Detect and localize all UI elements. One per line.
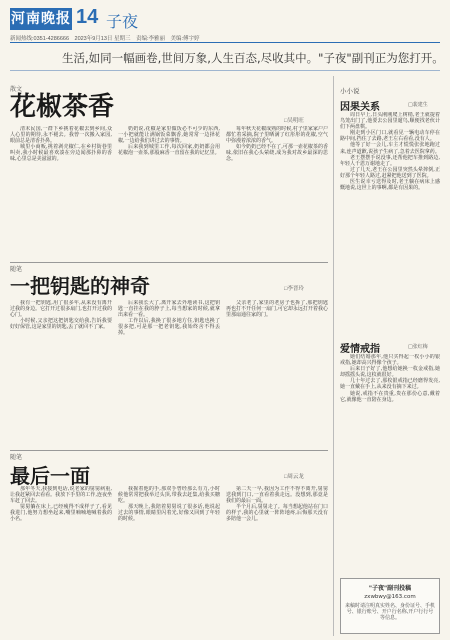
- article-3-title: 最后一面: [10, 464, 90, 488]
- article-2-paragraph: 父亲老了,家里的老房子也拆了,那把钥匙再也打不开任何一扇门,可它却永远打开着我心里那扇通往家的门。: [226, 300, 328, 319]
- slogan: 生活,如同一幅画卷,世间万象,人生百态,尽收其中。"子夜"副刊正为您打开。: [62, 51, 444, 65]
- newspaper-logo: 河南晚报: [10, 8, 72, 30]
- story-1-paragraph: 周日早上,日头刚刚爬上树梢,老王就提着鸟笼出门了,他要去公园里遛鸟,顺便找老伙计们下两盘棋。: [340, 112, 440, 131]
- masthead-meta: 新闻热线:0351-4286666 2023年9月13日 星期三 责编:李雅丽 美编:傅宇婷: [10, 36, 200, 42]
- story-1-byline: □裴建生: [408, 102, 428, 108]
- column-separator: [333, 76, 334, 636]
- article-divider: [10, 262, 328, 263]
- article-1-paragraph: 奶奶说,花椒是家里做饭必不可少的东西,一小把就能让满锅饭菜飘香,她常常一边择花椒,一边给我们讲过去的事情。: [118, 126, 220, 145]
- story-2-title: 爱情戒指: [340, 344, 380, 355]
- page-number: 14: [76, 6, 99, 28]
- article-3-byline: □周云龙: [284, 474, 304, 480]
- masthead: [10, 8, 440, 32]
- article-1-paragraph: 城里小商贩,挑着剥壳椒仁,在乡村街巷里叫卖,我小时候最喜欢凑在旁边闻那扑鼻的香味,心里总是美滋滋的。: [10, 144, 112, 163]
- section-label-essay: 随笔: [10, 267, 23, 273]
- story-2-paragraph: 后来日子好了,他想给她换一枚金戒指,她却摇摇头说,这枚就很好。: [340, 366, 440, 379]
- story-1-paragraph: 医生说幸亏送得及时,老王躺在病床上感慨地说,这世上的事啊,都是有因果的。: [340, 179, 440, 192]
- story-1-paragraph: 他等了好一会儿,车主才慌慌张张地跑过来,连声道歉,说孩子生病了,急着去医院拿药。: [340, 142, 440, 155]
- article-1-paragraph: 后来我到城里工作,每次回家,奶奶都会用花椒泡一壶茶,那股麻香一直留在我的记忆里。: [118, 144, 220, 157]
- article-2-paragraph: 工作以后,我换了很多地方住,钥匙也换了很多把,可是那一把老钥匙,我始终舍不得丢掉。: [118, 318, 220, 337]
- article-1-column: [226, 126, 328, 258]
- article-3-column: [10, 486, 112, 634]
- article-1-paragraph: 清末民国,一群下乡挑着花椒去到乡间,众人心里的期待,永不褪去。我曾一次搬入家园,眼前总是清香扑鼻。: [10, 126, 112, 145]
- article-2-title: 一把钥匙的神奇: [10, 274, 150, 298]
- sidebar-section-label: 小小说: [340, 87, 360, 95]
- submission-note: 来稿时请注明真实姓名、身份证号、手机号、银行账号、开户行名称,开户行行号等信息。: [345, 603, 436, 621]
- article-1-column: [10, 126, 112, 258]
- article-1-column: [118, 126, 220, 258]
- article-2-column: [118, 300, 220, 446]
- story-1-paragraph: 老王摆摆手说没事,还帮他把车推到路边,年轻人千恩万谢地走了。: [340, 154, 440, 167]
- story-1-paragraph: 刚走到小区门口,就看见一辆电动车停在路中间,挡住了去路,老王左右看看,没有人。: [340, 130, 440, 143]
- submission-email[interactable]: zxwbwy@163.com: [364, 594, 416, 600]
- article-1-title: 花椒茶香: [10, 92, 115, 122]
- article-1-paragraph: 如今奶奶已经不在了,可那一壶花椒茶的香味,依旧在我心头萦绕,成为我对故乡最深的思念。: [226, 144, 328, 163]
- article-2-body: [10, 300, 328, 446]
- article-3-paragraph: 第二天一早,我因为工作不得不离开,舅舅送我到门口,一直看着我走远。没想到,那竟是我们的最后一面。: [226, 486, 328, 505]
- article-divider: [10, 450, 328, 451]
- story-2-paragraph: 几十年过去了,那枚银戒指已经磨得发亮,她一直戴在手上,从来没有摘下来过。: [340, 378, 440, 391]
- story-1-body: [340, 112, 440, 330]
- article-2-paragraph: 后来我长大了,离开家去外地读书,这把钥匙一直挂在我的脖子上,每当想家的时候,就拿出来看一看。: [118, 300, 220, 319]
- article-3-body: [10, 486, 328, 634]
- article-3-paragraph: 那天晚上,我陪着舅舅说了很多话,他说起过去的事情,眼睛里闪着光,好像又回到了年轻的时候。: [118, 504, 220, 523]
- article-1-body: [10, 126, 328, 258]
- article-3-paragraph: 我握着他的手,那双手曾经那么有力,小时候他常常把我举过头顶,带我去赶集,给我买糖吃。: [118, 486, 220, 505]
- story-1-paragraph: 过了几天,老王在公园里突然头晕摔倒,正好那个年轻人路过,赶紧把他送到了医院。: [340, 166, 440, 179]
- article-3-paragraph: 那年冬天,我接到电话,说老家的舅舅病重,让我赶紧回去看看。我放下手里的工作,连夜坐车赶了回去。: [10, 486, 112, 505]
- story-2-paragraph: 她们结婚那年,他只买得起一枚小小的银戒指,她却高兴得像个孩子。: [340, 354, 440, 367]
- article-2-paragraph: 小时候,父亲把这把钥匙交给我,告诉我要好好保管,这是家里的钥匙,丢了就回不了家。: [10, 318, 112, 331]
- article-1-byline: □吴明旺: [284, 118, 304, 124]
- submission-box: [340, 578, 440, 634]
- article-1-paragraph: 每年秋天花椒成熟的时候,村子里家家户户都忙着采摘,院子里晒满了红彤彤的花椒,空气中弥漫着浓浓的香气。: [226, 126, 328, 145]
- article-2-column: [10, 300, 112, 446]
- article-3-paragraph: 舅舅躺在床上,已经瘦得不成样子了,看见我进门,他努力想坐起来,嘴里喃喃地喊着我的小名。: [10, 504, 112, 523]
- submission-title: "子夜"副刊投稿: [368, 585, 412, 592]
- masthead-rule: [10, 42, 440, 43]
- section-name: 子夜: [106, 12, 139, 31]
- story-2-body: [340, 354, 440, 572]
- section-label-prose: 散文: [10, 87, 23, 93]
- section-label-essay: 随笔: [10, 455, 23, 461]
- article-3-column: [118, 486, 220, 634]
- article-2-byline: □李晋玲: [284, 286, 304, 292]
- story-1-title: 因果关系: [340, 102, 380, 113]
- story-2-byline: □张红梅: [408, 344, 428, 350]
- article-2-paragraph: 我有一把钥匙,用了很多年,从来没有离开过我的身边。它打开过很多扇门,也打开过我的心门。: [10, 300, 112, 319]
- article-2-column: [226, 300, 328, 446]
- article-3-paragraph: 半个月后,舅舅走了。每当想起他站在门口的样子,我的心里就一阵阵地疼,后悔那天没有多陪他一会儿。: [226, 504, 328, 523]
- story-2-paragraph: 她说,戒指不在贵重,贵在那份心意,戴着它,就像他一直陪在身边。: [340, 390, 440, 403]
- slogan-rule: [10, 70, 440, 71]
- article-3-column: [226, 486, 328, 634]
